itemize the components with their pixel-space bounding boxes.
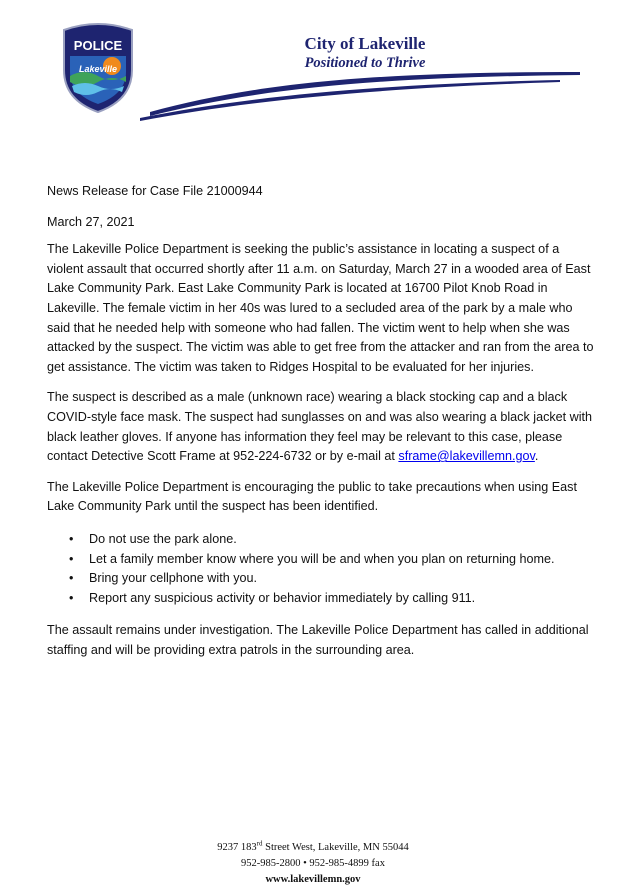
city-motto: Positioned to Thrive (304, 55, 426, 71)
release-date: March 27, 2021 (47, 214, 135, 229)
bullet-icon: • (69, 551, 74, 566)
paragraph-closing: The assault remains under investigation. The Lakeville Police Department has called in additional staffing and will be providing extra patrols in the surrounding area. (47, 623, 589, 657)
city-title-block (260, 34, 470, 72)
precautions-list (47, 530, 595, 608)
letterhead (0, 0, 626, 130)
bullet-icon: • (69, 571, 74, 586)
footer-website[interactable]: www.lakevillemn.gov (265, 874, 361, 885)
list-item: • Report any suspicious activity or behavior immediately by calling 911. (47, 589, 595, 609)
city-name: City of Lakeville (304, 34, 426, 53)
list-item: • Let a family member know where you will be and when you plan on returning home. (47, 550, 595, 570)
detective-email-link[interactable]: sframe@lakevillemn.gov (398, 449, 535, 464)
paragraph-precautions: The Lakeville Police Department is encouraging the public to take precautions when using East Lake Community Park until the suspect has been identified. (47, 479, 577, 514)
badge-city-text: Lakeville (78, 64, 118, 74)
paragraph-incident: The Lakeville Police Department is seeking the public’s assistance in locating a suspect of a violent assault that occurred shortly after 11 a.m. on Saturday, March 27 in a wooded area of East Lake Community Park. East Lake Community Park is located at 16700 Pilot Knob Road in Lakeville. The female victim in her 40s was lured to a secluded area of the park by a male who said that he needed help with someone who had fallen. The victim went to help when she was attacked by the suspect. The victim was able to get free from the attacker and ran from the area to get assistance. The victim was taken to Ridges Hospital to be evaluated for her injuries. (47, 242, 594, 374)
badge-police-text: POLICE (73, 38, 123, 53)
footer-address: 9237 183rd Street West, Lakeville, MN 55044 (217, 839, 409, 853)
email-period: . (534, 449, 539, 464)
list-item: • Do not use the park alone. (47, 530, 595, 550)
police-badge-logo (58, 22, 138, 114)
bullet-icon: • (69, 531, 74, 546)
paragraph-suspect (47, 388, 595, 466)
bullet-icon: • (69, 590, 74, 605)
news-release-body (47, 182, 595, 671)
list-item: • Bring your cellphone with you. (47, 569, 595, 589)
footer-phones: 952-985-2800 • 952-985-4899 fax (241, 858, 385, 869)
footer (0, 840, 626, 888)
suspect-description: The suspect is described as a male (unknown race) wearing a black stocking cap and a black COVID-style face mask. The suspect had sunglasses on and was also wearing a black jacket with black leather gloves. If anyone has information they feel may be relevant to this case, please contact Detective Scott Frame at 952-224-6732 or by e-mail at (47, 390, 593, 464)
case-file-line: News Release for Case File 21000944 (47, 184, 263, 198)
